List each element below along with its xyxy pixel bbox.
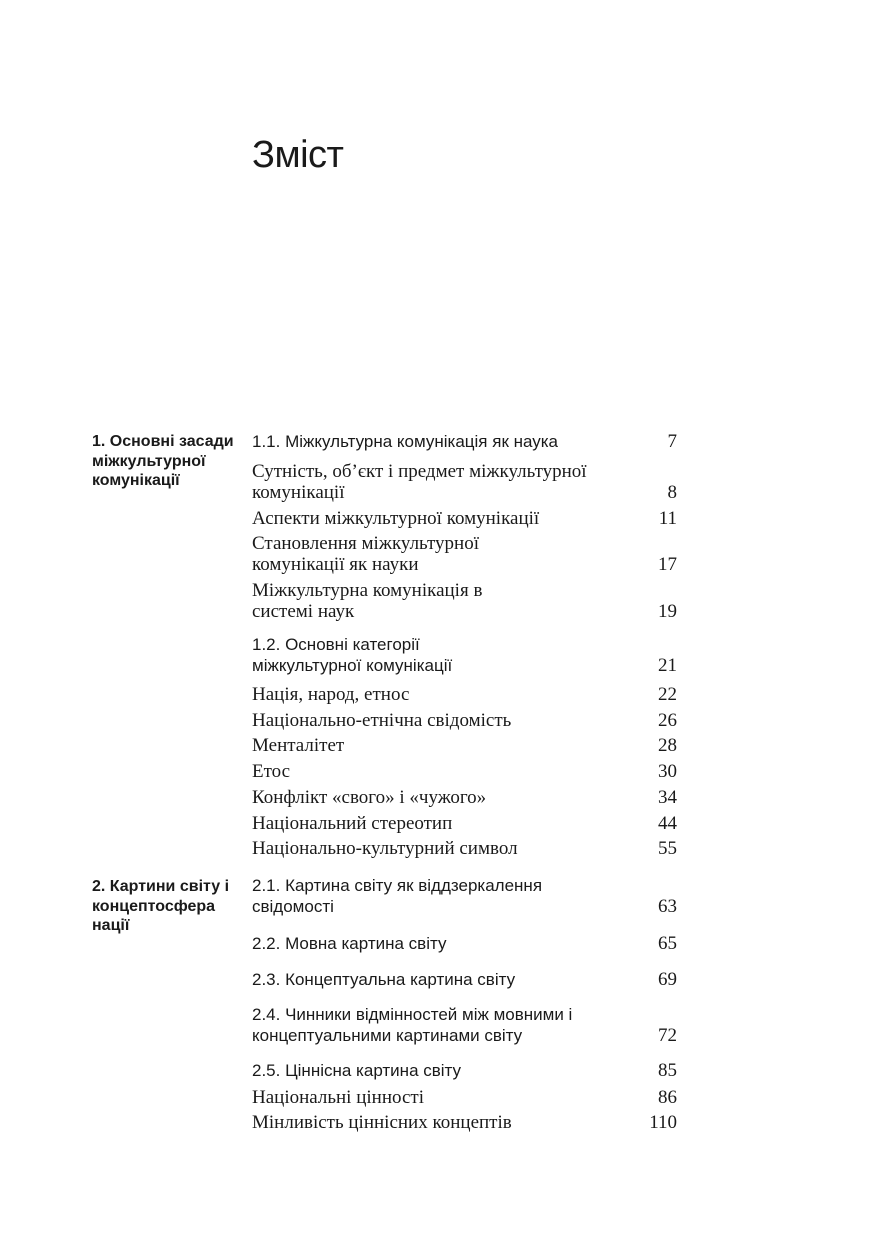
toc-entry[interactable] (252, 838, 677, 859)
toc-entry-title: Мінливість ціннісних концептів (252, 1112, 512, 1133)
toc-entry-title: Нація, народ, етнос (252, 684, 410, 705)
toc-entry-title: Національний стереотип (252, 813, 453, 834)
toc-entry[interactable] (252, 761, 677, 782)
toc-entry[interactable] (252, 1060, 677, 1081)
toc-entry-title: 2.2. Мовна картина світу (252, 934, 447, 953)
toc-entry-page: 28 (658, 735, 677, 756)
toc-entry[interactable] (252, 533, 677, 575)
toc-entry-title: Етос (252, 761, 291, 782)
toc-entry[interactable] (252, 431, 677, 452)
toc-entry[interactable] (252, 1087, 677, 1108)
toc-entry-page: 69 (658, 969, 677, 990)
toc-entry-page: 8 (667, 482, 677, 503)
toc-entry[interactable] (252, 508, 677, 529)
toc-entry-page: 55 (658, 838, 677, 859)
toc-entry[interactable] (252, 813, 677, 834)
toc-entry-title: Міжкультурна комунікація в системі наук (252, 580, 483, 622)
toc-entry-title: Національні цінності (252, 1087, 424, 1108)
toc-entry-page: 65 (658, 933, 677, 954)
toc-entry-page: 22 (658, 684, 677, 705)
toc-entry-title: 2.4. Чинники відмінностей між мовними і концептуальними картинами світу (252, 1005, 573, 1045)
toc-entry-page: 86 (658, 1087, 677, 1108)
toc-entry-title: Конфлікт «свого» і «чужого» (252, 787, 487, 808)
toc-entry[interactable] (252, 969, 677, 990)
toc-entry-title: Сутність, об’єкт і предмет міжкультурної комунікації (252, 461, 587, 503)
toc-entry-page: 7 (667, 431, 677, 452)
toc-entry-title: 1.2. Основні категорії міжкультурної комунікації (252, 635, 453, 675)
toc-entry[interactable] (252, 684, 677, 705)
toc-entry-page: 44 (658, 813, 677, 834)
toc-entry-page: 17 (658, 554, 677, 575)
toc-entry[interactable] (252, 580, 677, 622)
chapter-2-label: 2. Картини світу і концептосфера нації (92, 878, 230, 934)
toc-entry-title: Менталітет (252, 735, 345, 756)
toc-entry-title: Аспекти міжкультурної комунікації (252, 508, 540, 529)
toc-entry-title: Становлення міжкультурної комунікації як науки (252, 533, 479, 575)
toc-entry-page: 19 (658, 601, 677, 622)
toc-entry[interactable] (252, 1112, 677, 1133)
chapter-1-label: 1. Основні засади міжкультурної комунікації (92, 433, 234, 489)
toc-entry[interactable] (252, 1004, 677, 1046)
toc-entry-title: Національно-етнічна свідомість (252, 710, 512, 731)
toc-entry-title: Національно-культурний символ (252, 838, 518, 859)
toc-entry-title: 1.1. Міжкультурна комунікація як наука (252, 432, 559, 451)
toc-entry-page: 11 (658, 508, 677, 529)
toc-entry-page: 34 (658, 787, 677, 808)
toc-entry-title: 2.3. Концептуальна картина світу (252, 970, 516, 989)
toc-entry[interactable] (252, 735, 677, 756)
toc-entry-page: 30 (658, 761, 677, 782)
toc-entry-page: 26 (658, 710, 677, 731)
toc-entry[interactable] (252, 710, 677, 731)
toc-entry-title: 2.5. Ціннісна картина світу (252, 1061, 462, 1080)
toc-entry-page: 63 (658, 896, 677, 917)
toc-entry[interactable] (252, 634, 677, 676)
page-title: Зміст (252, 134, 344, 176)
toc-entry[interactable] (252, 787, 677, 808)
toc-entry-page: 110 (649, 1112, 677, 1133)
toc-entry-page: 72 (658, 1025, 677, 1046)
toc-entry[interactable] (252, 461, 677, 503)
toc-entry-page: 85 (658, 1060, 677, 1081)
toc-entry[interactable] (252, 875, 677, 917)
toc-entry-page: 21 (658, 655, 677, 676)
toc-entry[interactable] (252, 933, 677, 954)
toc-entry-title: 2.1. Картина світу як віддзеркалення свідомості (252, 876, 543, 916)
